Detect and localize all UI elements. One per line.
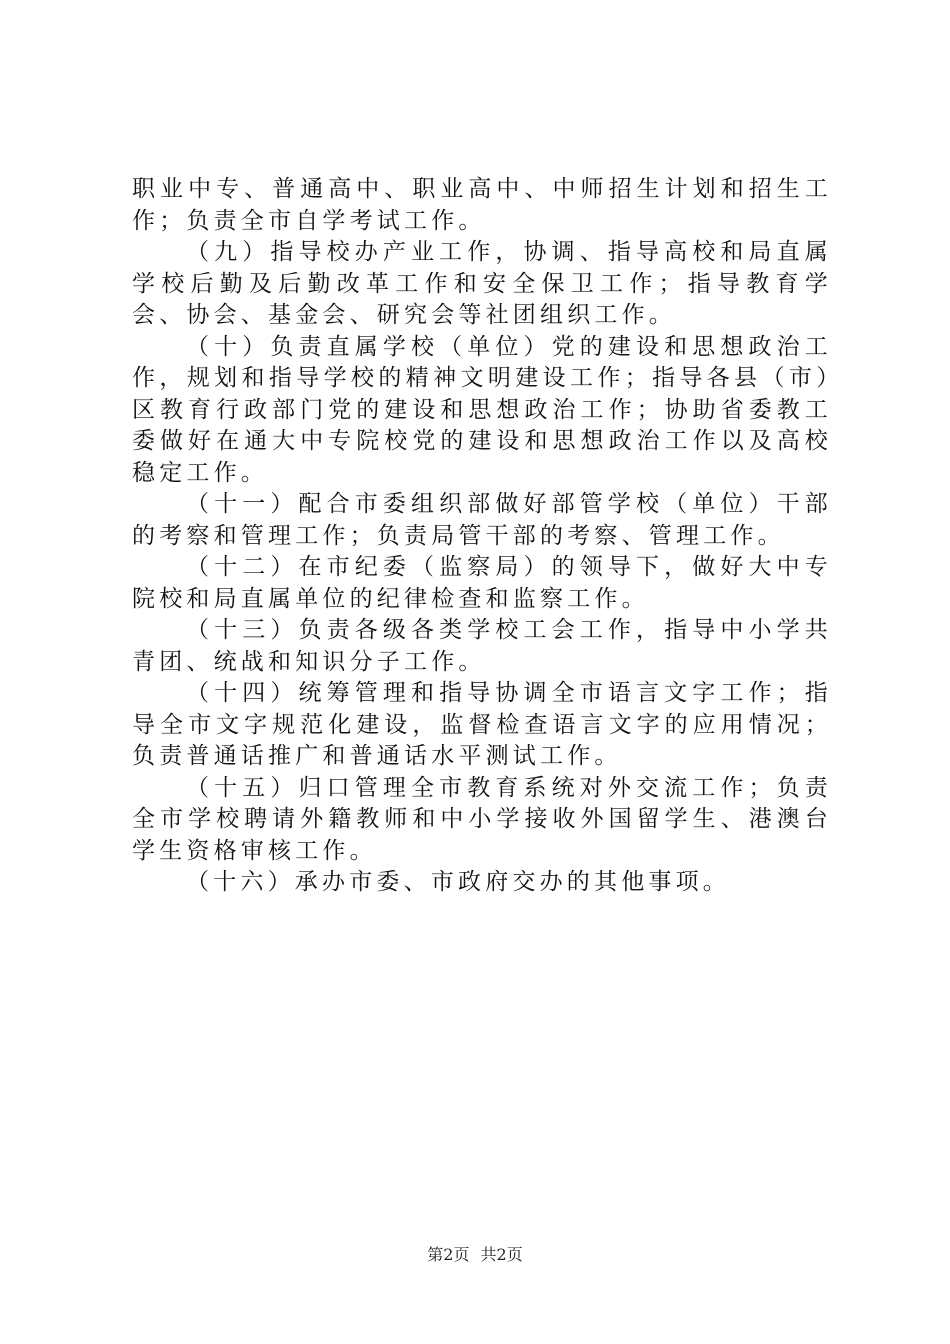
paragraph-item-10: （十）负责直属学校（单位）党的建设和思想政治工作，规划和指导学校的精神文明建设工作；指导各县（市）区教育行政部门党的建设和思想政治工作；协助省委教工委做好在通大中专院校党的建设和思想政治工作以及高校稳定工作。 — [132, 333, 832, 486]
document-body — [132, 174, 832, 899]
paragraph-item-14: （十四）统筹管理和指导协调全市语言文字工作；指导全市文字规范化建设，监督检查语言文字的应用情况；负责普通话推广和普通话水平测试工作。 — [132, 680, 832, 769]
paragraph-item-15: （十五）归口管理全市教育系统对外交流工作；负责全市学校聘请外籍教师和中小学接收外国留学生、港澳台学生资格审核工作。 — [132, 774, 832, 864]
paragraph-item-12: （十二）在市纪委（监察局）的领导下，做好大中专院校和局直属单位的纪律检查和监察工作。 — [132, 554, 832, 612]
paragraph-item-11: （十一）配合市委组织部做好部管学校（单位）干部的考察和管理工作；负责局管干部的考察、管理工作。 — [132, 491, 832, 549]
paragraph-item-13: （十三）负责各级各类学校工会工作，指导中小学共青团、统战和知识分子工作。 — [132, 617, 832, 675]
paragraph-continued: 职业中专、普通高中、职业高中、中师招生计划和招生工作；负责全市自学考试工作。 — [132, 176, 832, 234]
page-footer — [0, 1242, 950, 1265]
paragraph-item-16: （十六）承办市委、市政府交办的其他事项。 — [186, 869, 730, 895]
page-total: 共2页 — [480, 1245, 523, 1264]
paragraph-item-9: （九）指导校办产业工作，协调、指导高校和局直属学校后勤及后勤改革工作和安全保卫工作；指导教育学会、协会、基金会、研究会等社团组织工作。 — [132, 239, 832, 328]
page-number: 第2页 — [427, 1245, 470, 1264]
